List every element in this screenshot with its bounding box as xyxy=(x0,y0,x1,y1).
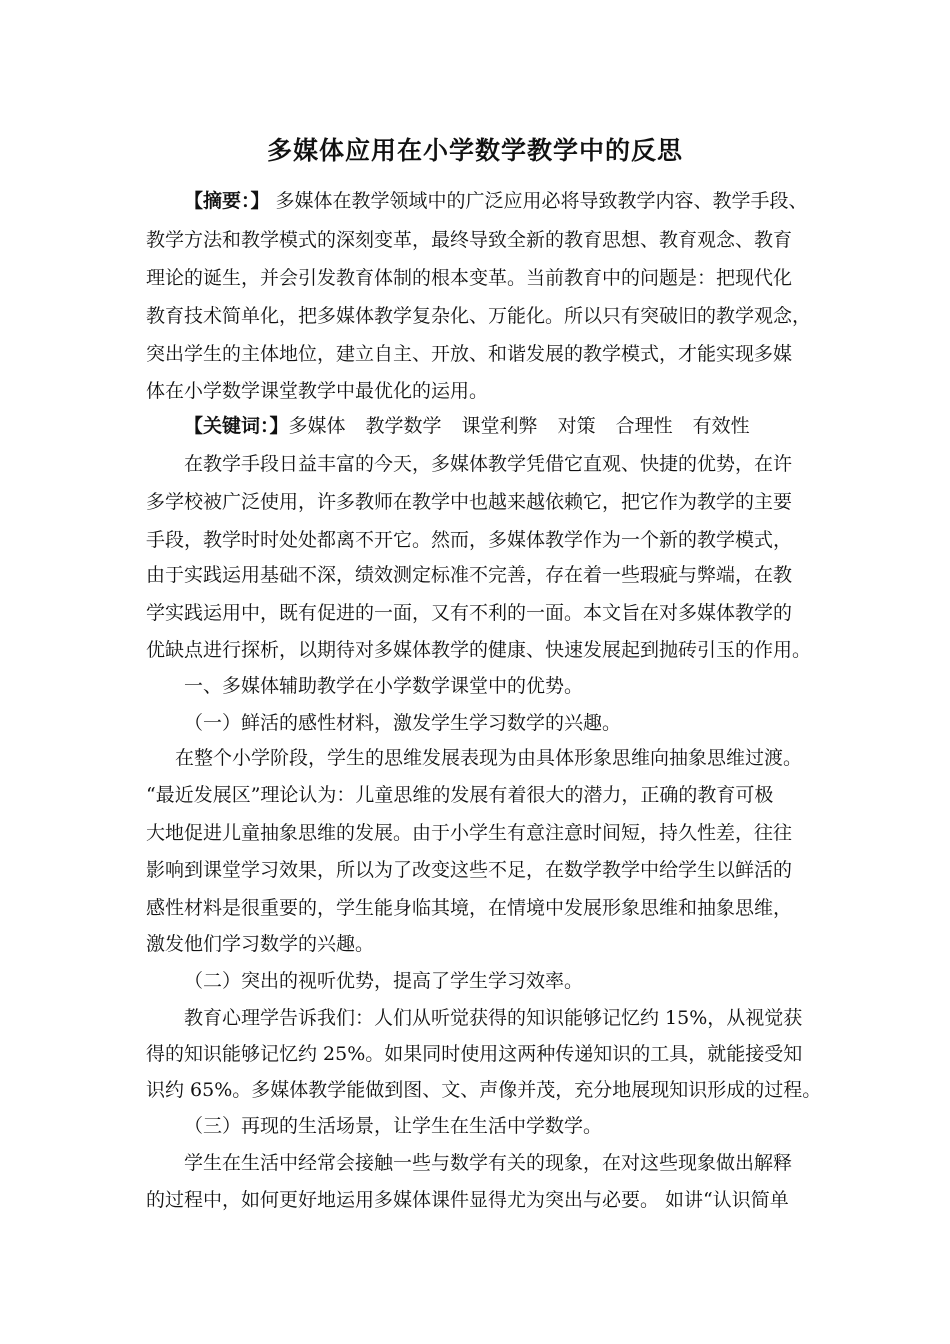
body-line: 影响到课堂学习效果，所以为了改变这些不足，在数学教学中给学生以鲜活的 xyxy=(146,859,793,881)
section-heading: 一、多媒体辅助教学在小学数学课堂中的优势。 xyxy=(184,675,584,697)
keyword: 课堂利弊 xyxy=(461,415,538,437)
body-line: 大地促进儿童抽象思维的发展。由于小学生有意注意时间短，持久性差，往往 xyxy=(146,822,793,844)
keywords-label: 【关键词：】 xyxy=(184,415,289,437)
document-title: 多媒体应用在小学数学教学中的反思 xyxy=(266,136,683,165)
abstract-line: 理论的诞生，并会引发教育体制的根本变革。当前教育中的问题是：把现代化 xyxy=(146,267,793,289)
abstract-line: 体在小学数学课堂教学中最优化的运用。 xyxy=(146,380,489,402)
body-line: 的过程中，如何更好地运用多媒体课件显得尤为突出与必要。 如讲“认识简单 xyxy=(146,1189,789,1211)
body-line: 在整个小学阶段，学生的思维发展表现为由具体形象思维向抽象思维过渡。 xyxy=(175,747,803,769)
body-line: 激发他们学习数学的兴趣。 xyxy=(146,933,375,955)
intro-line: 在教学手段日益丰富的今天，多媒体教学凭借它直观、快捷的优势，在许 xyxy=(184,453,793,475)
body-line: 学生在生活中经常会接触一些与数学有关的现象，在对这些现象做出解释 xyxy=(184,1152,793,1174)
keyword: 合理性 xyxy=(615,415,673,437)
subsection-heading: （一）鲜活的感性材料，激发学生学习数学的兴趣。 xyxy=(184,712,622,734)
intro-line: 多学校被广泛使用，许多教师在教学中也越来越依赖它，把它作为教学的主要 xyxy=(146,491,793,513)
body-line: “最近发展区”理论认为：儿童思维的发展有着很大的潜力，正确的教育可极 xyxy=(146,784,774,806)
subsection-heading: （三）再现的生活场景，让学生在生活中学数学。 xyxy=(184,1115,603,1137)
intro-line: 优缺点进行探析，以期待对多媒体教学的健康、快速发展起到抛砖引玉的作用。 xyxy=(146,639,812,661)
body-line: 教育心理学告诉我们：人们从听觉获得的知识能够记忆约 15%，从视觉获 xyxy=(184,1007,803,1029)
intro-line: 手段，教学时时处处都离不开它。然而，多媒体教学作为一个新的教学模式， xyxy=(146,529,793,551)
abstract-label: 【摘要：】 xyxy=(184,190,270,212)
keyword: 对策 xyxy=(557,415,596,437)
keyword: 有效性 xyxy=(692,415,750,437)
abstract-text: 多媒体在教学领域中的广泛应用必将导致教学内容、教学手段、 xyxy=(269,190,808,212)
abstract-line: 教育技术简单化，把多媒体教学复杂化、万能化。所以只有突破旧的教学观念， xyxy=(146,305,812,327)
subsection-heading: （二）突出的视听优势，提高了学生学习效率。 xyxy=(184,970,584,992)
intro-line: 由于实践运用基础不深，绩效测定标准不完善，存在着一些瑕疵与弊端，在教 xyxy=(146,564,793,586)
body-line: 得的知识能够记忆约 25%。如果同时使用这两种传递知识的工具，就能接受知 xyxy=(146,1043,803,1065)
body-line: 感性材料是很重要的，学生能身临其境，在情境中发展形象思维和抽象思维， xyxy=(146,897,793,919)
body-line: 识约 65%。多媒体教学能做到图、文、声像并茂，充分地展现知识形成的过程。 xyxy=(146,1079,822,1101)
keyword: 多媒体 xyxy=(288,415,346,437)
abstract-line xyxy=(184,188,808,214)
intro-line: 学实践运用中，既有促进的一面，又有不利的一面。本文旨在对多媒体教学的 xyxy=(146,602,793,624)
keyword: 教学数学 xyxy=(365,415,442,437)
abstract-line: 突出学生的主体地位，建立自主、开放、和谐发展的教学模式，才能实现多媒 xyxy=(146,343,793,365)
keywords-line xyxy=(184,413,770,439)
abstract-line: 教学方法和教学模式的深刻变革，最终导致全新的教育思想、教育观念、教育 xyxy=(146,229,793,251)
